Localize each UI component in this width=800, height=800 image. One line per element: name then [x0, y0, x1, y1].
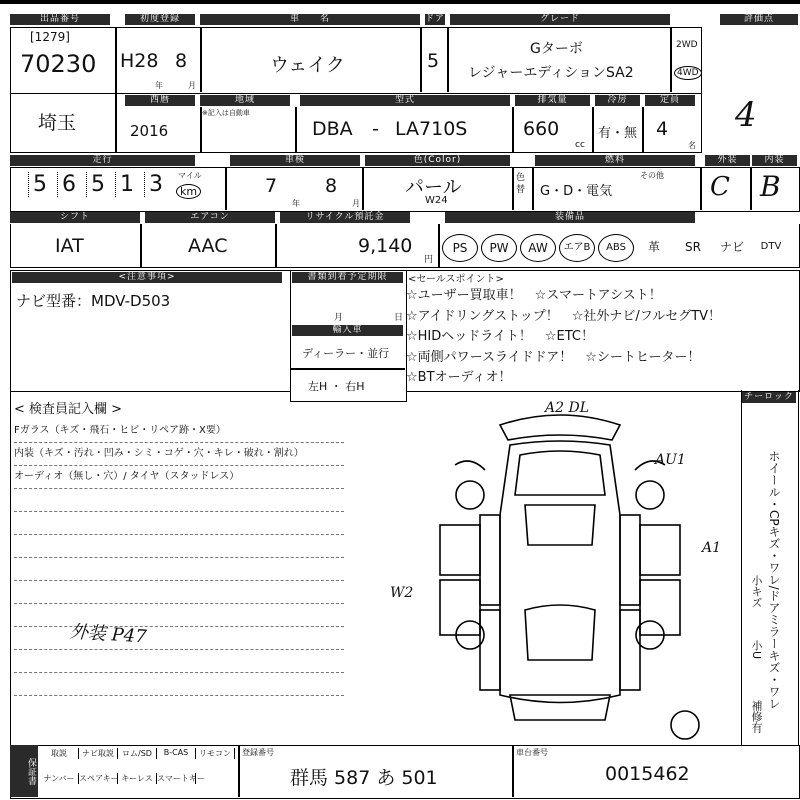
- cc-unit: cc: [575, 140, 585, 150]
- aircon: AAC: [188, 235, 228, 257]
- sales-points: [406, 286, 721, 389]
- bottom-label: 取説: [40, 748, 79, 759]
- bottom-label: ロム/SD: [118, 748, 157, 759]
- car-name: ウェイク: [270, 54, 345, 76]
- equipment-item: 革: [647, 240, 660, 254]
- handwritten-note: 外装 P47: [69, 621, 148, 648]
- inspector-blank-line: [14, 604, 344, 627]
- year-era: H28: [120, 50, 159, 72]
- grade-line2: レジャーエディションSA2: [468, 65, 634, 81]
- inspector-blank-line: [14, 535, 344, 558]
- equipment-item: ナビ: [719, 240, 744, 254]
- bottom-label: B-CAS: [157, 748, 196, 759]
- damage-a1: A1: [702, 540, 722, 556]
- grade-header: グレード: [450, 14, 670, 25]
- model-code: LA710S: [395, 118, 468, 140]
- yen-unit: 円: [424, 255, 434, 265]
- model-prefix: DBA: [312, 118, 353, 140]
- year-header: 西暦: [125, 95, 195, 106]
- year-month: 8: [175, 50, 188, 72]
- bottom-left-header: 保証書: [10, 745, 38, 797]
- first-reg-header: 初度登録: [125, 14, 195, 25]
- sales-points-header: <セールスポイント>: [408, 274, 504, 285]
- notes-text: ナビ型番：MDV-D503: [16, 292, 171, 310]
- interior-grade: C: [710, 172, 730, 202]
- inspector-line: 内装（キズ・汚れ・凹み・シミ・コゲ・穴・キレ・破れ・割れ）: [14, 443, 344, 466]
- car-name-header: 車 名: [200, 14, 420, 25]
- bottom-row1: [40, 748, 235, 759]
- model-dash: -: [372, 118, 379, 140]
- bottom-label: ナンバー: [40, 773, 79, 784]
- drive-4wd: 4WD: [674, 66, 702, 80]
- equipment-item: SR: [685, 240, 701, 254]
- price-header: 評価点: [720, 14, 798, 25]
- displacement: 660: [523, 118, 560, 140]
- recycle-fee: 9,140: [358, 235, 413, 257]
- interior-header: 内装: [752, 155, 797, 166]
- model-header: 型式: [300, 95, 510, 106]
- mileage-digit: 6: [57, 172, 80, 197]
- import-header: 輸入車: [292, 325, 403, 336]
- inspection-month-unit: 月: [352, 199, 360, 208]
- steering: 左H ・ 右H: [308, 380, 365, 393]
- fuel: G・D・電気: [540, 184, 613, 199]
- inspection-header: 車検: [230, 155, 360, 166]
- row1-box: [10, 27, 702, 94]
- mileage-unit-top: マイル: [178, 171, 202, 180]
- equipment-item: PS: [442, 234, 478, 262]
- notes-header: <注意事項>: [12, 272, 282, 283]
- inspector-blank-line: [14, 627, 344, 650]
- equipment-header: 装備品: [445, 212, 695, 223]
- inspector-blank-line: [14, 650, 344, 673]
- inspector-blank-line: [14, 512, 344, 535]
- mileage-digit: 5: [28, 172, 51, 197]
- seats: 4: [656, 118, 669, 140]
- color-header: 色(Color): [365, 155, 510, 166]
- plate: 群馬 587 あ 501: [290, 767, 438, 789]
- sales-point: ☆HIDヘッドライト！ ☆ETC！: [406, 329, 595, 344]
- region-header: 地域: [200, 95, 290, 106]
- damage-a2dl: A2 DL: [545, 400, 589, 416]
- year-unit: 年: [155, 81, 163, 90]
- seats-unit: 名: [688, 141, 696, 150]
- aircon-header: エアコン: [145, 212, 275, 223]
- bottom-row2: [40, 773, 205, 784]
- mileage-digits: [28, 172, 167, 197]
- side-legend-small-2: 小U: [750, 640, 763, 660]
- prefecture: 埼玉: [38, 112, 77, 134]
- ac-header: 冷房: [595, 95, 640, 106]
- recycle-header: リサイクル預託金: [280, 212, 410, 223]
- bottom-label: リモコン: [196, 748, 235, 759]
- mileage-digit: 3: [144, 172, 167, 197]
- color-change: 色替: [516, 173, 526, 195]
- equipment-item: ABS: [598, 234, 634, 262]
- grade-line1: Gターボ: [530, 41, 583, 57]
- top-border: [0, 0, 800, 4]
- mileage-digit: 5: [86, 172, 109, 197]
- equipment-item: DTV: [760, 241, 782, 252]
- inspector-blank-line: [14, 489, 344, 512]
- deadline-day: 日: [394, 313, 404, 323]
- transmission: IAT: [55, 235, 84, 257]
- side-legend-text: ホイール・CPキズ・ワレ/ドアミラーキズ・ワレ: [767, 450, 781, 710]
- exterior-grade: B: [760, 170, 781, 203]
- seats-header: 定員: [645, 95, 695, 106]
- sales-point: ☆両側パワースライドドア！ ☆シートヒーター！: [406, 349, 701, 365]
- deadline-month: 月: [334, 313, 344, 323]
- bottom-label: スマートキー: [157, 774, 205, 783]
- score: 4: [735, 95, 757, 135]
- side-legend-small-3: 補修有: [750, 700, 763, 733]
- bottom-label: ナビ取説: [79, 748, 118, 759]
- reg-note: ※記入は自動車: [202, 109, 250, 117]
- color: パール: [405, 176, 462, 198]
- deadline-header: 書類到着予定期限: [292, 272, 403, 283]
- inspector-blank-line: [14, 581, 344, 604]
- fuel-header: 燃料: [535, 155, 695, 166]
- sales-point: ☆アイドリングストップ！ ☆社外ナビ/フルセグTV！: [406, 308, 722, 324]
- inspection-month: 8: [325, 175, 338, 197]
- inspector-blank-line: [14, 558, 344, 581]
- model-year: 2016: [130, 122, 169, 140]
- month-unit: 月: [188, 81, 196, 90]
- doors: 5: [427, 50, 440, 72]
- sales-point: ☆BTオーディオ！: [406, 370, 512, 385]
- chassis-header: 車台番号: [516, 748, 548, 757]
- car-diagram: [380, 395, 740, 745]
- drive-2wd: 2WD: [676, 40, 698, 50]
- displacement-header: 排気量: [515, 95, 590, 106]
- plate-header: 登録番号: [242, 748, 274, 757]
- equipment-item: エアB: [559, 234, 595, 262]
- bottom-label: キーレス: [118, 773, 157, 784]
- side-legend-header: チーロック: [742, 392, 796, 403]
- inspection-year-unit: 年: [292, 199, 300, 208]
- shift-header: シフト: [10, 212, 140, 223]
- equipment-list: [440, 228, 798, 264]
- inspector-line: オーディオ（無し・穴）/ タイヤ（スタッドレス）: [14, 466, 344, 489]
- damage-w2: W2: [390, 585, 414, 601]
- inspector-line: Fガラス（キズ・飛石・ヒビ・リペア跡・X要）: [14, 420, 344, 443]
- doors-header: ドア: [425, 14, 445, 24]
- chassis: 0015462: [605, 763, 690, 785]
- equipment-item: AW: [520, 234, 556, 262]
- lot-number: 70230: [20, 50, 97, 78]
- side-legend-small-1: 小キズ: [750, 575, 763, 608]
- inspector-header: < 検査員記入欄 >: [14, 402, 123, 417]
- bottom-label: スペアキー: [79, 774, 119, 783]
- color-code: W24: [425, 195, 448, 206]
- mileage-unit-km: km: [176, 184, 201, 199]
- lot-bracket: [1279]: [30, 30, 70, 44]
- inspector-lines: [14, 420, 344, 696]
- damage-au1: AU1: [655, 452, 686, 468]
- exterior-header: 外装: [705, 155, 750, 166]
- mileage-header: 走行: [10, 155, 195, 166]
- import-dealer: ディーラー・並行: [302, 347, 390, 360]
- lot-header: 出品番号: [10, 14, 110, 25]
- inspector-blank-line: [14, 673, 344, 696]
- equipment-item: PW: [481, 234, 517, 262]
- ac-option: 有・無: [598, 126, 638, 141]
- inspection-year: 7: [265, 175, 278, 197]
- mileage-digit: 1: [115, 172, 138, 197]
- fuel-other: その他: [640, 171, 664, 180]
- sales-point: ☆ユーザー買取車！ ☆スマートアシスト！: [406, 288, 662, 303]
